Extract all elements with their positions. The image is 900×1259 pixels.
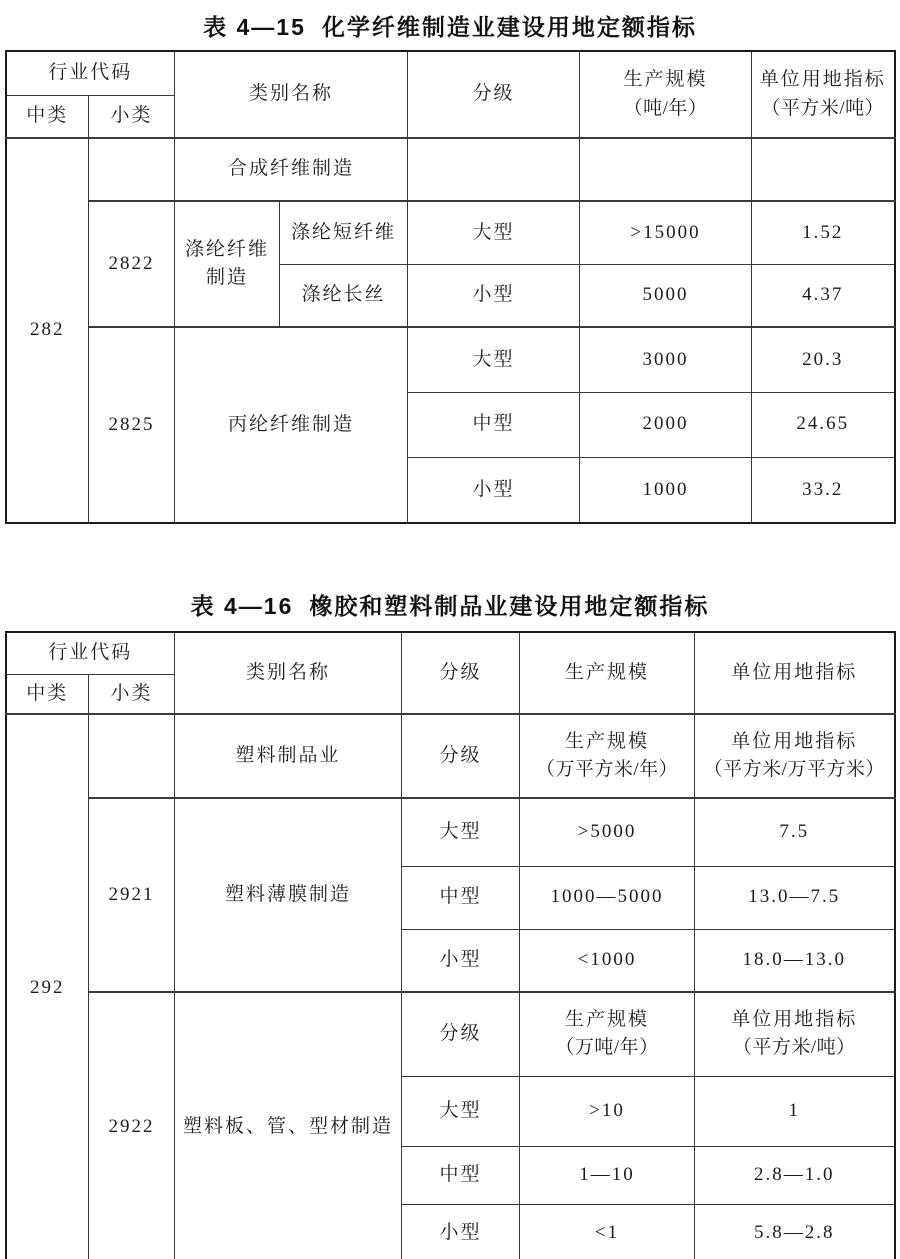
table-row — [6, 798, 895, 866]
header-cell-mid-class: 中类 — [6, 674, 89, 714]
cell-subheader-index — [695, 714, 895, 798]
header-cell-industry-code: 行业代码 — [6, 51, 175, 95]
cell-subheader-index — [695, 992, 895, 1076]
category-polyester-line2: 制造 — [205, 267, 248, 288]
cell-index: 7.5 — [695, 798, 895, 866]
cell-grade: 小型 — [402, 1204, 520, 1259]
table-row — [6, 714, 895, 798]
cell-index: 18.0—13.0 — [695, 929, 895, 992]
header-cell-index — [752, 51, 895, 138]
cell-grade-empty — [408, 138, 580, 201]
header-cell-mid-class: 中类 — [6, 95, 89, 138]
category-polyester-line1: 涤纶纤维 — [184, 238, 269, 260]
table-4-15 — [5, 50, 896, 524]
table-row — [6, 51, 895, 95]
cell-index: 1 — [695, 1076, 895, 1146]
cell-category-plastic-film: 塑料薄膜制造 — [175, 798, 402, 992]
cell-index: 1.52 — [752, 201, 895, 264]
subheader-scale-unit: （万平方米/年） — [535, 759, 679, 780]
cell-scale: >10 — [520, 1076, 695, 1146]
cell-scale: 3000 — [580, 327, 752, 392]
cell-scale: >5000 — [520, 798, 695, 866]
cell-scale: 1000—5000 — [520, 866, 695, 929]
header-cell-sub-class: 小类 — [89, 674, 175, 714]
subheader-index-title: 单位用地指标 — [731, 1008, 858, 1030]
header-cell-category: 类别名称 — [175, 51, 408, 138]
subheader-scale-title: 生产规模 — [564, 730, 649, 752]
cell-index: 20.3 — [752, 327, 895, 392]
header-cell-sub-class: 小类 — [89, 95, 175, 138]
cell-sub-code-empty — [89, 714, 175, 798]
cell-subheader-grade: 分级 — [402, 992, 520, 1076]
cell-grade: 中型 — [402, 1146, 520, 1204]
cell-index: 2.8—1.0 — [695, 1146, 895, 1204]
header-cell-scale — [580, 51, 752, 138]
cell-grade: 大型 — [402, 798, 520, 866]
cell-category-plastic-board-pipe-profile: 塑料板、管、型材制造 — [175, 992, 402, 1259]
cell-sub-code-2822: 2822 — [89, 201, 175, 327]
cell-scale: 2000 — [580, 392, 752, 457]
cell-grade: 大型 — [408, 327, 580, 392]
table-row — [6, 201, 895, 264]
cell-grade: 大型 — [408, 201, 580, 264]
cell-grade: 小型 — [408, 264, 580, 327]
cell-index: 4.37 — [752, 264, 895, 327]
cell-subcategory-short-fiber: 涤纶短纤维 — [280, 201, 408, 264]
subheader-scale-title: 生产规模 — [564, 1008, 649, 1030]
cell-scale: 1000 — [580, 457, 752, 523]
cell-sub-code-2922: 2922 — [89, 992, 175, 1259]
header-index-title: 单位用地指标 — [759, 69, 886, 90]
cell-index: 13.0—7.5 — [695, 866, 895, 929]
cell-sub-code-2825: 2825 — [89, 327, 175, 523]
cell-scale: >15000 — [580, 201, 752, 264]
table-4-16-title — [0, 588, 900, 621]
table-4-16-title-text: 橡胶和塑料制品业建设用地定额指标 — [309, 593, 710, 619]
cell-grade: 大型 — [402, 1076, 520, 1146]
header-cell-grade: 分级 — [408, 51, 580, 138]
subheader-index-unit: （平方米/吨） — [732, 1037, 856, 1059]
cell-index-empty — [752, 138, 895, 201]
table-row — [6, 327, 895, 392]
cell-subheader-scale — [520, 714, 695, 798]
cell-index: 33.2 — [752, 457, 895, 523]
subheader-index-title: 单位用地指标 — [731, 730, 858, 752]
cell-subheader-scale — [520, 992, 695, 1076]
table-4-15-title — [0, 0, 900, 42]
header-index-unit: （平方米/吨） — [761, 97, 885, 119]
cell-grade: 小型 — [402, 929, 520, 992]
header-cell-industry-code: 行业代码 — [6, 632, 175, 674]
table-4-16-title-label: 表 4—16 — [190, 593, 294, 619]
subheader-index-unit: （平方米/万平方米） — [703, 759, 885, 780]
cell-scale-empty — [580, 138, 752, 201]
table-4-15-title-text: 化学纤维制造业建设用地定额指标 — [321, 14, 697, 40]
table-row — [6, 138, 895, 201]
cell-scale: <1 — [520, 1204, 695, 1259]
cell-grade: 中型 — [402, 866, 520, 929]
table-4-15-title-label: 表 4—15 — [203, 14, 306, 40]
cell-index: 24.65 — [752, 392, 895, 457]
table-row — [6, 992, 895, 1076]
header-cell-category: 类别名称 — [175, 632, 402, 714]
cell-scale: <1000 — [520, 929, 695, 992]
header-scale-title: 生产规模 — [623, 69, 708, 90]
header-cell-index: 单位用地指标 — [695, 632, 895, 714]
cell-category-polyester-fiber — [175, 201, 280, 327]
cell-scale: 5000 — [580, 264, 752, 327]
header-scale-unit: （吨/年） — [623, 97, 708, 119]
table-4-16 — [5, 631, 896, 1259]
cell-category-synthetic-fiber: 合成纤维制造 — [175, 138, 408, 201]
header-cell-grade: 分级 — [402, 632, 520, 714]
cell-index: 5.8—2.8 — [695, 1204, 895, 1259]
cell-grade: 中型 — [408, 392, 580, 457]
header-cell-scale: 生产规模 — [520, 632, 695, 714]
cell-mid-code-282: 282 — [6, 138, 89, 523]
cell-mid-code-292: 292 — [6, 714, 89, 1259]
cell-sub-code-2921: 2921 — [89, 798, 175, 992]
table-row — [6, 632, 895, 674]
cell-category-polypropylene-fiber: 丙纶纤维制造 — [175, 327, 408, 523]
cell-sub-code-empty — [89, 138, 175, 201]
cell-scale: 1—10 — [520, 1146, 695, 1204]
subheader-scale-unit: （万吨/年） — [555, 1037, 659, 1059]
cell-subheader-grade: 分级 — [402, 714, 520, 798]
cell-category-plastic-products: 塑料制品业 — [175, 714, 402, 798]
cell-grade: 小型 — [408, 457, 580, 523]
cell-subcategory-filament: 涤纶长丝 — [280, 264, 408, 327]
